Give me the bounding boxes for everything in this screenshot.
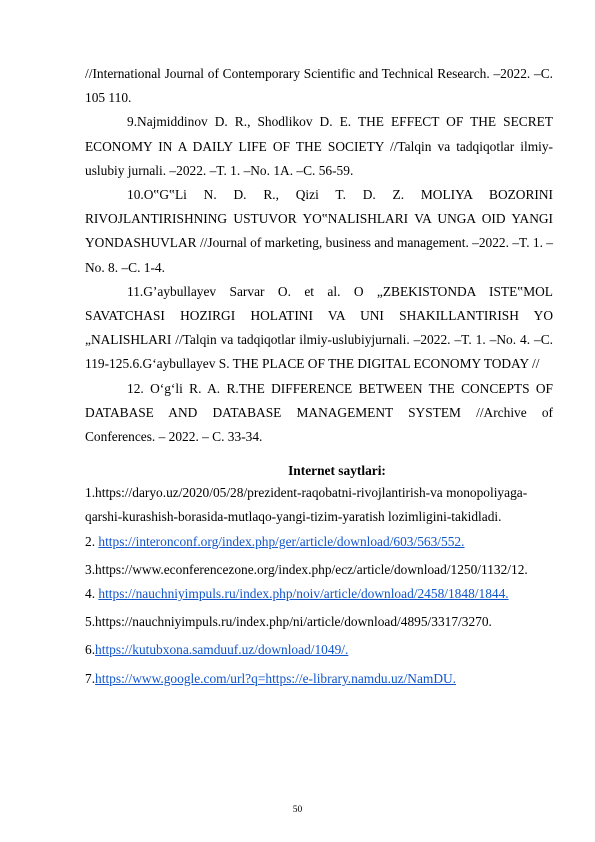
website-number: 7. [85, 670, 96, 686]
website-item [85, 530, 553, 554]
website-number: 6. [85, 642, 96, 658]
website-url: https://nauchniyimpuls.ru/index.php/ni/article/download/4895/3317/3270. [95, 614, 492, 630]
reference-item: 10.O‟G‟Li N. D. R., Qizi T. D. Z. MOLIYA BOZORINI RIVOJLANTIRISHNING USTUVOR YO‟NALISHLARI VA UNGA OID YANGI YONDASHUVLAR //Journal of marketing, business and management. –2022. –T. 1. –No. 8. –C. 1-4. [85, 187, 553, 275]
website-link[interactable]: https://www.google.com/url?q=https://e-library.namdu.uz/NamDU. [95, 670, 457, 686]
website-item [85, 505, 553, 529]
reference-item: 12. O‘g‘li R. A. R.THE DIFFERENCE BETWEEN THE CONCEPTS OF DATABASE AND DATABASE MANAGEMENT SYSTEM //Archive of Conferences. – 2022. – C. 33-34. [85, 380, 553, 445]
reference-item: 11.G’aybullayev Sarvar O. et al. O „ZBEKISTONDA ISTE‟MOL SAVATCHASI HOZIRGI HOLATINI VA UNI SHAKILLANTIRISH YO „NALISHLARI //Talqin va tadqiqotlar ilmiy-uslubiyjurnali. –2022. –T. 1. –No. 4. –C. 119-125.6.G‘aybullayev S. THE PLACE OF THE DIGITAL ECONOMY TODAY // [85, 283, 553, 372]
page-number: 50 [292, 805, 303, 815]
website-link[interactable]: https://kutubxona.samduuf.uz/download/1049/. [95, 642, 349, 658]
page-body [85, 62, 553, 691]
website-link[interactable]: https://nauchniyimpuls.ru/index.php/noiv/article/download/2458/1848/1844. [98, 586, 509, 602]
website-url: https://daryo.uz/2020/05/28/prezident-raqobatni-rivojlantirish-va monopoliyaga- [95, 485, 528, 501]
reference-item: 9.Najmiddinov D. R., Shodlikov D. E. THE EFFECT OF THE SECRET ECONOMY IN A DAILY LIFE OF THE SOCIETY //Talqin va tadqiqotlar ilmiy-uslubiy jurnali. –2022. –T. 1. –No. 1A. –C. 56-59. [85, 114, 553, 178]
website-list [85, 481, 553, 691]
section-heading: Internet saytlari: [288, 463, 386, 479]
website-url: qarshi-kurashish-borasida-mutlaqo-yangi-tizim-yaratish lozimligini-takidladi. [85, 509, 502, 525]
website-item [85, 582, 553, 606]
website-link[interactable]: https://interonconf.org/index.php/ger/article/download/603/563/552. [98, 533, 465, 549]
website-item [85, 558, 553, 582]
website-item [85, 667, 553, 691]
website-number: 3. [85, 561, 96, 577]
website-number: 2. [85, 533, 99, 549]
website-url: https://www.econferencezone.org/index.php/ecz/article/download/1250/1132/12. [95, 561, 528, 577]
website-number: 1. [85, 485, 96, 501]
reference-item: //International Journal of Contemporary Scientific and Technical Research. –2022. –C. 105 110. [85, 66, 553, 106]
website-item [85, 638, 553, 662]
reference-list [85, 62, 553, 449]
website-number: 5. [85, 614, 96, 630]
website-number: 4. [85, 586, 99, 602]
website-item [85, 481, 553, 505]
website-item [85, 610, 553, 634]
